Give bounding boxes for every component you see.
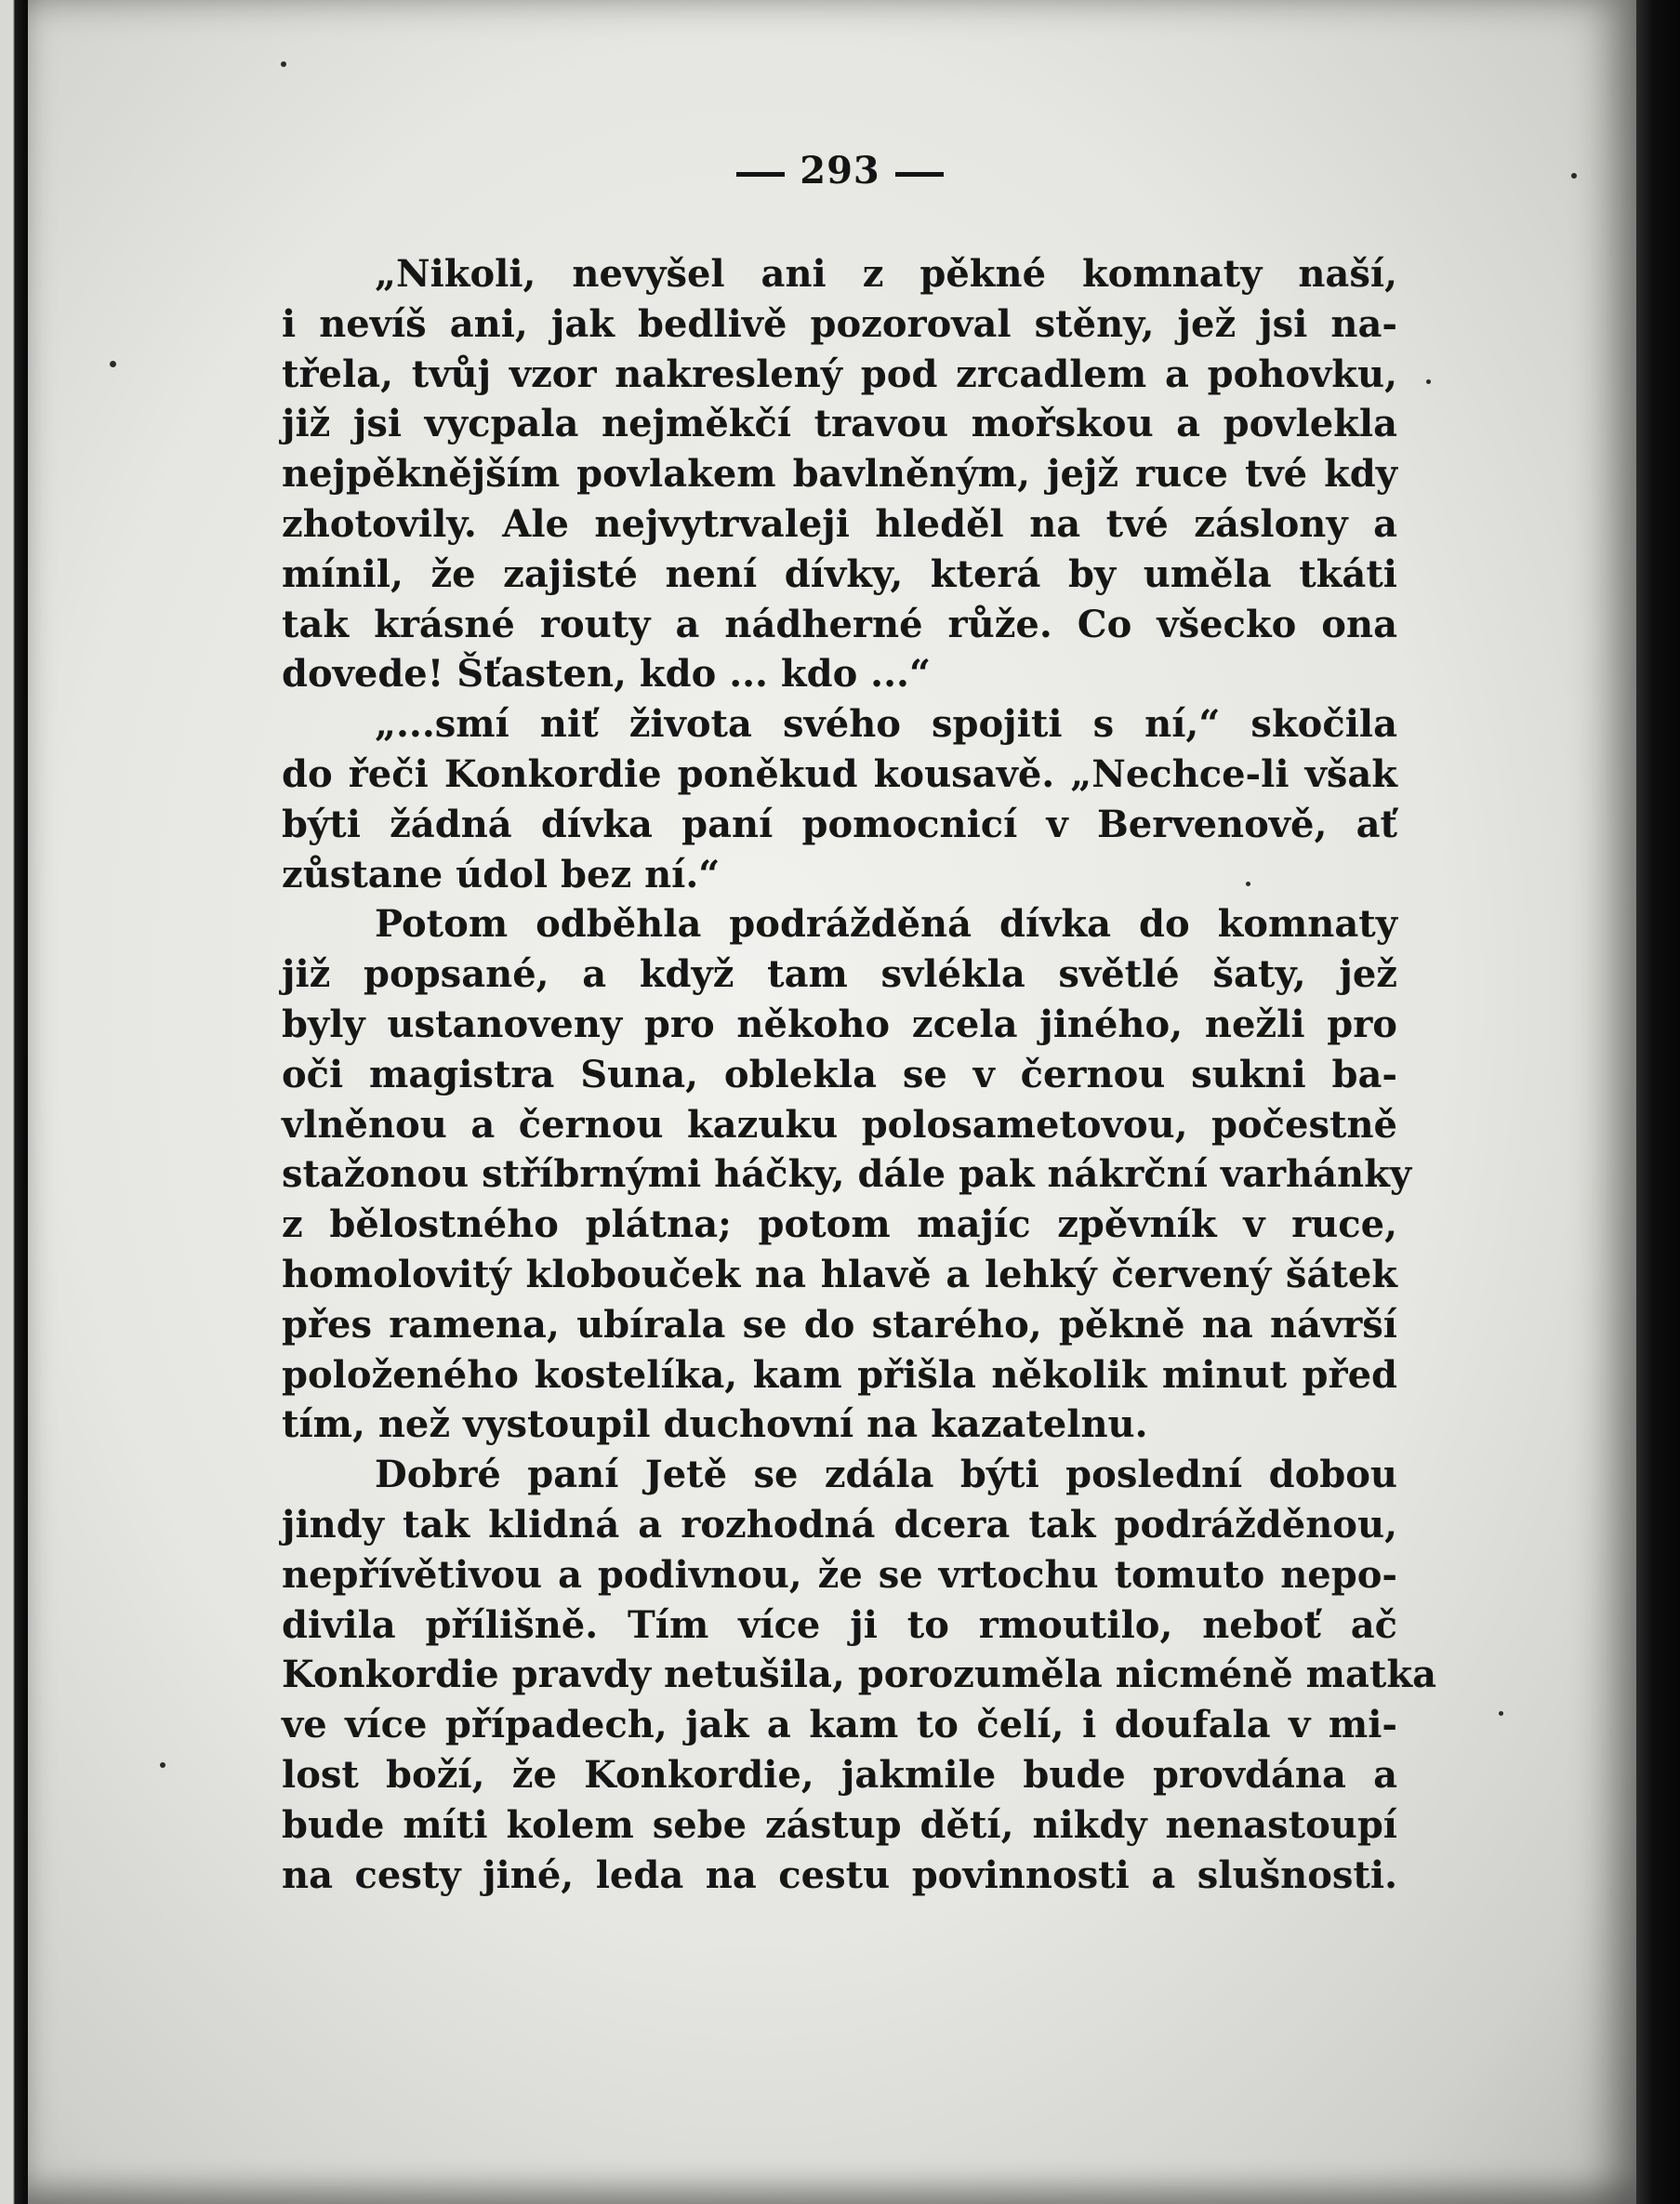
scan-speck (1426, 379, 1431, 384)
text-line: bude míti kolem sebe zástup dětí, nikdy nenastoupí (282, 1802, 1397, 1847)
text-line: nepřívětivou a podivnou, že se vrtochu tomuto nepo- (282, 1552, 1397, 1597)
text-line: položeného kostelíka, kam přišla několik minut před (282, 1352, 1397, 1397)
text-line: na cesty jiné, leda na cestu povinnosti a slušnosti. (282, 1852, 1397, 1897)
text-line: již jsi vycpala nejměkčí travou mořskou a povlekla (282, 402, 1397, 446)
scan-speck (1571, 173, 1577, 179)
text-line: dovede! Šťasten, kdo ... kdo ...“ (282, 652, 931, 697)
text-line: oči magistra Suna, oblekla se v černou sukni ba- (282, 1052, 1397, 1096)
text-line: i nevíš ani, jak bedlivě pozoroval stěny, jež jsi na- (282, 301, 1397, 346)
right-page-edge (1636, 0, 1680, 2204)
page-number-right-dash (895, 172, 944, 177)
text-line: třela, tvůj vzor nakreslený pod zrcadlem a pohovku, (282, 352, 1397, 396)
text-line: přes ramena, ubírala se do starého, pěkně na návrší (282, 1302, 1397, 1347)
text-line: Dobré paní Jetě se zdála býti poslední dobou (375, 1453, 1397, 1497)
text-line: stažonou stříbrnými háčky, dále pak nákrční varhánky (282, 1152, 1412, 1197)
scan-speck (110, 361, 116, 367)
text-line: vlněnou a černou kazuku polosametovou, počestně (282, 1102, 1397, 1147)
text-line: býti žádná dívka paní pomocnicí v Bervenově, ať (282, 802, 1397, 846)
scan-speck (160, 1762, 165, 1768)
text-line: „...smí niť života svého spojiti s ní,“ skočila (375, 702, 1397, 747)
text-line: nejpěknějším povlakem bavlněným, jejž ruce tvé kdy (282, 452, 1397, 497)
scan-speck (1499, 1711, 1503, 1716)
scan-speck (1246, 882, 1250, 886)
text-line: jindy tak klidná a rozhodná dcera tak podrážděnou, (282, 1502, 1397, 1547)
text-line: lost boží, že Konkordie, jakmile bude provdána a (282, 1752, 1397, 1797)
text-line: homolovitý klobouček na hlavě a lehký červený šátek (282, 1252, 1397, 1296)
text-line: „Nikoli, nevyšel ani z pěkné komnaty naší, (375, 252, 1397, 296)
text-line: ve více případech, jak a kam to čelí, i doufala v mi- (282, 1703, 1397, 1747)
text-line: tím, než vystoupil duchovní na kazatelnu. (282, 1402, 1148, 1447)
text-line: zůstane údol bez ní.“ (282, 852, 721, 896)
text-line: již popsané, a když tam svlékla světlé šaty, jež (282, 952, 1397, 997)
body-text (282, 249, 1436, 1900)
text-line: byly ustanoveny pro někoho zcela jiného, nežli pro (282, 1002, 1397, 1046)
scan-speck (281, 61, 286, 67)
text-line: Konkordie pravdy netušila, porozuměla nicméně matka (282, 1653, 1436, 1697)
page-number-value: 293 (800, 149, 880, 193)
text-line: do řeči Konkordie poněkud kousavě. „Nechce-li však (282, 751, 1397, 796)
text-line: zhotovily. Ale nejvytrvaleji hleděl na tvé záslony a (282, 501, 1397, 546)
page-number-left-dash (736, 172, 785, 177)
page-number (0, 149, 1680, 193)
text-line: divila přílišně. Tím více ji to rmoutilo, neboť ač (282, 1602, 1397, 1647)
left-page-edge (0, 0, 26, 2204)
text-line: tak krásné routy a nádherné růže. Co všecko ona (282, 602, 1397, 646)
text-line: mínil, že zajisté není dívky, která by uměla tkáti (282, 551, 1397, 596)
text-line: Potom odběhla podrážděná dívka do komnaty (375, 902, 1397, 947)
text-line: z bělostného plátna; potom majíc zpěvník v ruce, (282, 1202, 1397, 1247)
